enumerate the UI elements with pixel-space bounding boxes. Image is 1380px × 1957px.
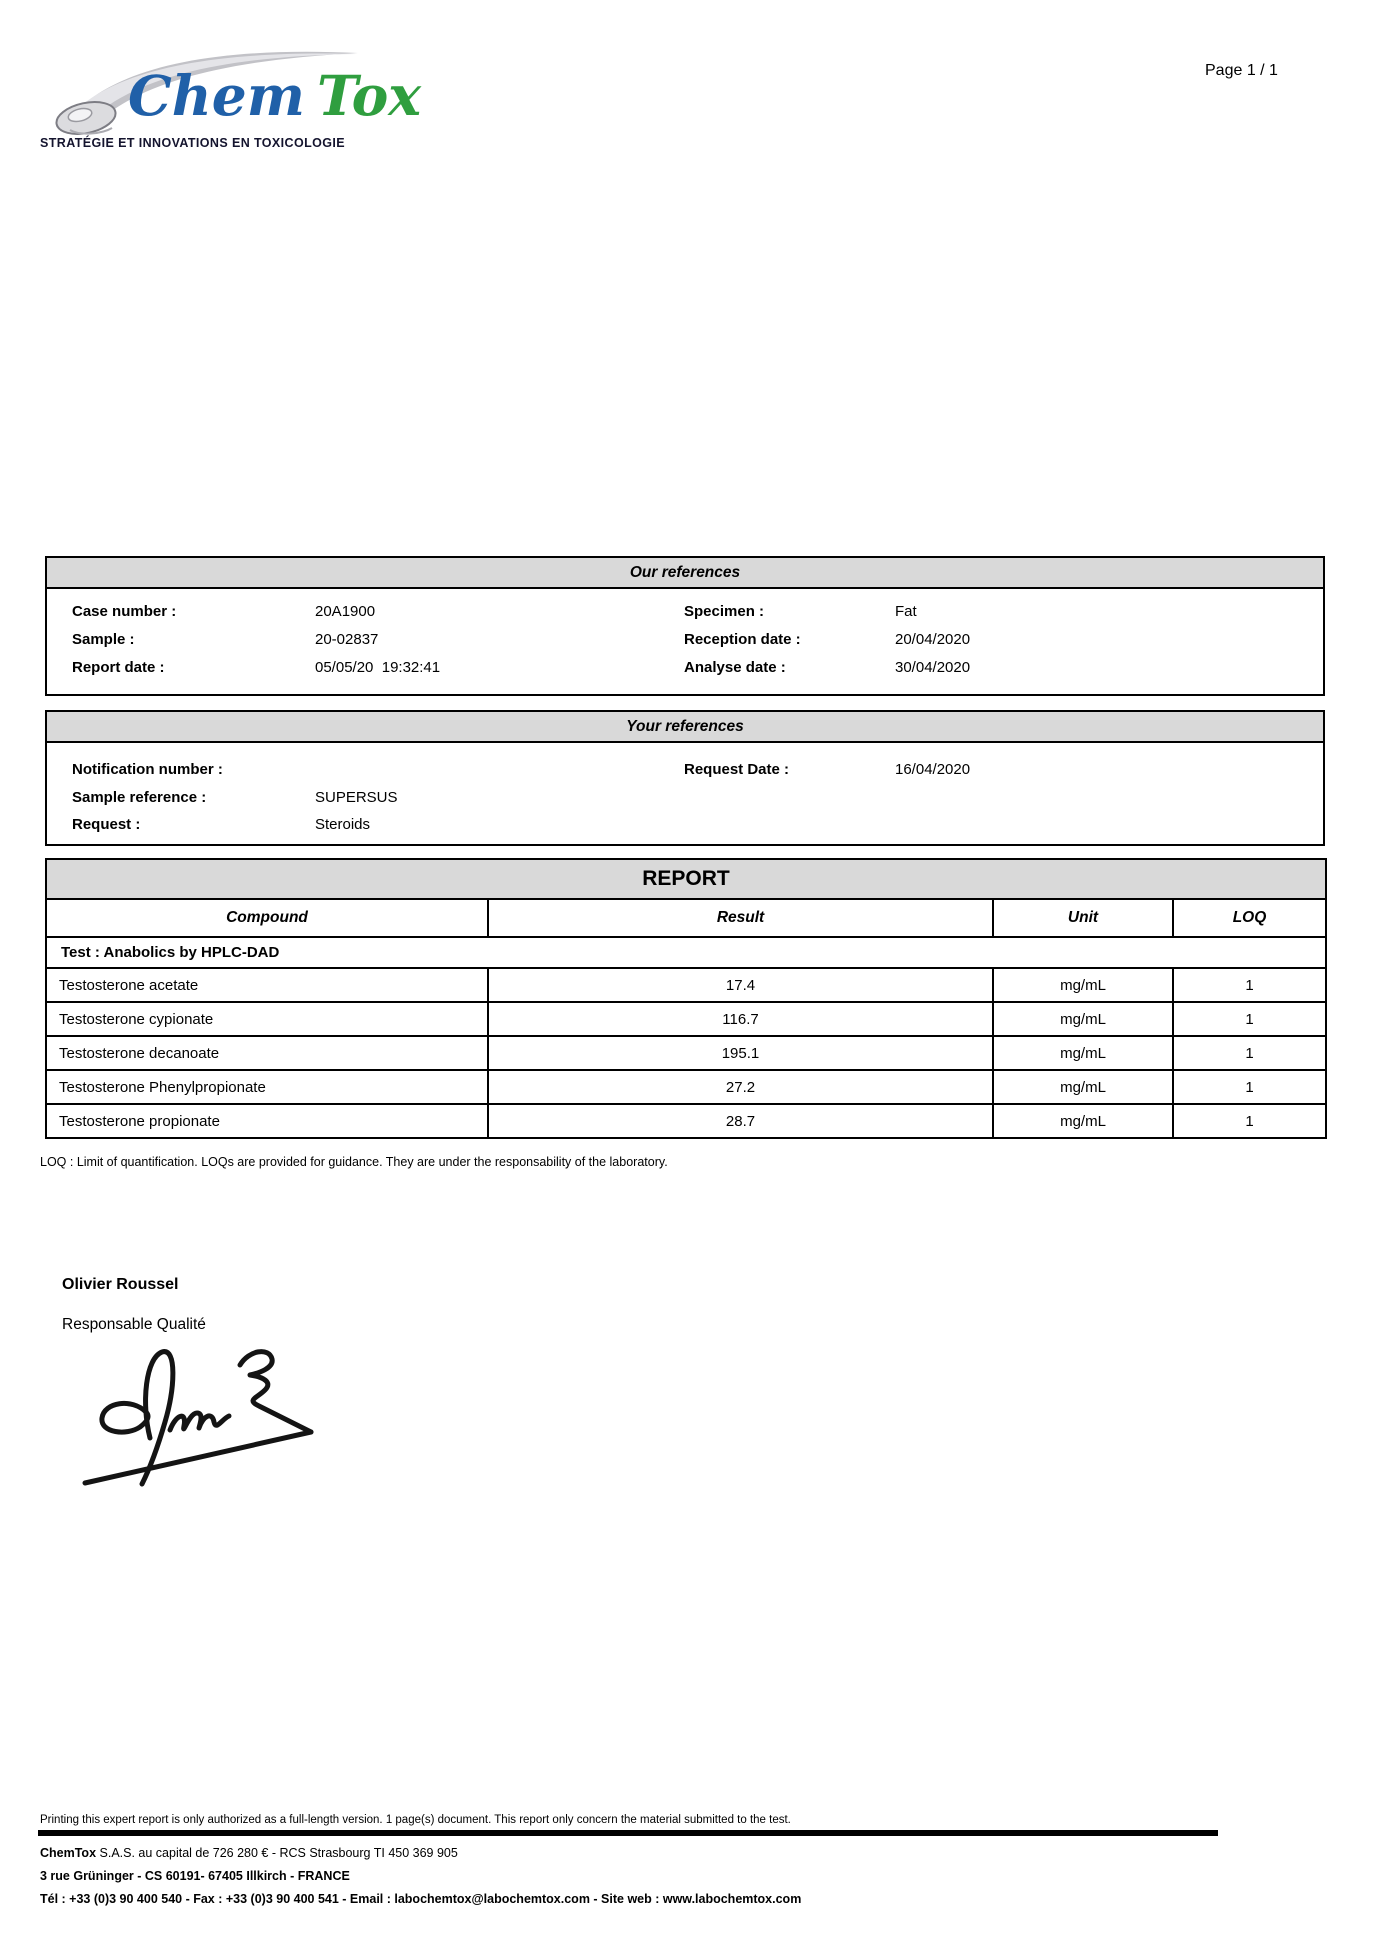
table-row [46, 1002, 1326, 1036]
table-row [46, 1070, 1326, 1104]
analyse-date-value: 30/04/2020 [895, 659, 971, 676]
loq-cell: 1 [1173, 968, 1326, 1002]
compound-cell: Testosterone cypionate [46, 1002, 488, 1036]
compound-cell: Testosterone decanoate [46, 1036, 488, 1070]
notification-number-label: Notification number : [72, 761, 223, 778]
unit-cell: mg/mL [993, 1036, 1173, 1070]
handwritten-signature [70, 1342, 330, 1497]
reception-date-label: Reception date : [684, 631, 801, 648]
loq-footnote: LOQ : Limit of quantification. LOQs are provided for guidance. They are under the responsability of the laboratory. [40, 1155, 668, 1169]
our-references-section [45, 556, 1325, 696]
result-cell: 27.2 [488, 1070, 993, 1104]
report-date-label: Report date : [72, 659, 165, 676]
loq-cell: 1 [1173, 1104, 1326, 1138]
our-references-title: Our references [45, 556, 1325, 589]
your-references-title: Your references [45, 710, 1325, 743]
report-table [45, 858, 1327, 1139]
analyse-date-label: Analyse date : [684, 659, 786, 676]
request-value: Steroids [315, 816, 371, 833]
loq-cell: 1 [1173, 1070, 1326, 1104]
printing-disclaimer: Printing this expert report is only authorized as a full-length version. 1 page(s) document. This report only concern the material submitted to the test. [40, 1814, 791, 1826]
company-address: 3 rue Grüninger - CS 60191- 67405 Illkirch - FRANCE [40, 1869, 350, 1883]
company-contact: Tél : +33 (0)3 90 400 540 - Fax : +33 (0)3 90 400 541 - Email : labochemtox@labochemtox.com - Site web : www.labochemtox.com [40, 1892, 802, 1906]
result-cell: 17.4 [488, 968, 993, 1002]
request-label: Request : [72, 816, 141, 833]
loq-cell: 1 [1173, 1036, 1326, 1070]
logo-wordmark [128, 63, 422, 128]
specimen-value: Fat [895, 603, 917, 620]
table-row [46, 1036, 1326, 1070]
logo-tox-text: Tox [316, 63, 422, 128]
case-number-label: Case number : [72, 603, 177, 620]
specimen-label: Specimen : [684, 603, 765, 620]
sample-reference-label: Sample reference : [72, 789, 207, 806]
test-method-row: Test : Anabolics by HPLC-DAD [46, 937, 1326, 968]
sample-value: 20-02837 [315, 631, 379, 648]
company-legal-rest: S.A.S. au capital de 726 280 € - RCS Strasbourg TI 450 369 905 [96, 1846, 458, 1860]
compound-cell: Testosterone propionate [46, 1104, 488, 1138]
column-header-result: Result [488, 899, 993, 937]
case-number-value: 20A1900 [315, 603, 376, 620]
result-cell: 116.7 [488, 1002, 993, 1036]
our-references-body [45, 589, 1325, 696]
sample-reference-value: SUPERSUS [315, 789, 398, 806]
logo-tagline: STRATÉGIE ET INNOVATIONS EN TOXICOLOGIE [40, 136, 345, 150]
unit-cell: mg/mL [993, 1002, 1173, 1036]
column-header-unit: Unit [993, 899, 1173, 937]
sample-label: Sample : [72, 631, 135, 648]
chemtox-logo [40, 40, 422, 160]
unit-cell: mg/mL [993, 1070, 1173, 1104]
footer-divider [38, 1830, 1218, 1836]
reception-date-value: 20/04/2020 [895, 631, 971, 648]
table-row [46, 968, 1326, 1002]
signatory-name: Olivier Roussel [62, 1276, 179, 1293]
company-name: ChemTox [40, 1846, 97, 1860]
request-date-label: Request Date : [684, 761, 790, 778]
unit-cell: mg/mL [993, 968, 1173, 1002]
column-header-loq: LOQ [1173, 899, 1326, 937]
request-date-value: 16/04/2020 [895, 761, 971, 778]
report-title: REPORT [46, 859, 1326, 899]
unit-cell: mg/mL [993, 1104, 1173, 1138]
compound-cell: Testosterone acetate [46, 968, 488, 1002]
page-indicator: Page 1 / 1 [1205, 62, 1278, 79]
compound-cell: Testosterone Phenylpropionate [46, 1070, 488, 1104]
your-references-body [45, 743, 1325, 846]
signatory-role: Responsable Qualité [62, 1316, 206, 1333]
result-cell: 28.7 [488, 1104, 993, 1138]
column-header-compound: Compound [46, 899, 488, 937]
table-row [46, 1104, 1326, 1138]
loq-cell: 1 [1173, 1002, 1326, 1036]
result-cell: 195.1 [488, 1036, 993, 1070]
company-legal-line [40, 1846, 458, 1860]
logo-chem-text: Chem [128, 63, 305, 128]
your-references-section [45, 710, 1325, 846]
report-date-value: 05/05/20 19:32:41 [315, 659, 441, 676]
